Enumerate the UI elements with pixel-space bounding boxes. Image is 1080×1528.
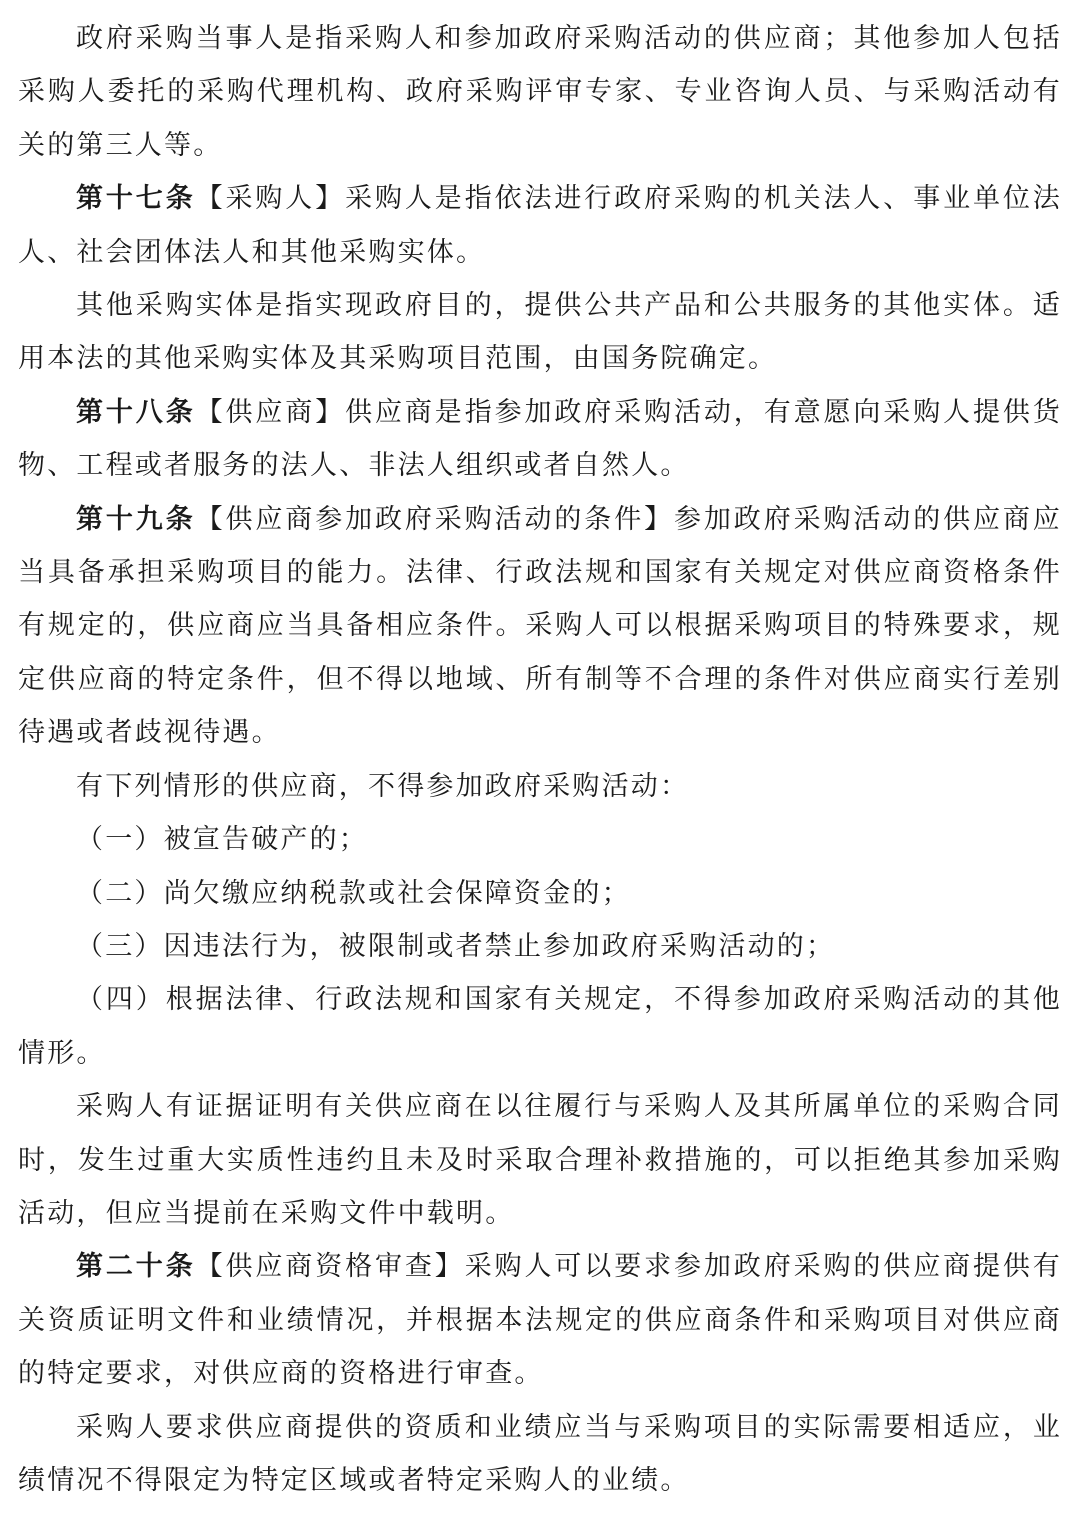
paragraph-refusal: [18, 1080, 1062, 1240]
article-text: 【供应商资格审查】采购人可以要求参加政府采购的供应商提供有关资质证明文件和业绩情况，并根据本法规定的供应商条件和采购项目对供应商的特定要求，对供应商的资格进行审查。: [18, 1251, 1062, 1390]
list-item-2: [18, 867, 1062, 920]
list-item-3: [18, 920, 1062, 973]
article-20: [18, 1240, 1062, 1400]
paragraph-text: 其他采购实体是指实现政府目的，提供公共产品和公共服务的其他实体。适用本法的其他采购实体及其采购项目范围，由国务院确定。: [18, 290, 1062, 375]
article-19: [18, 493, 1062, 760]
paragraph-text: 采购人要求供应商提供的资质和业绩应当与采购项目的实际需要相适应，业绩情况不得限定为特定区域或者特定采购人的业绩。: [18, 1411, 1062, 1496]
paragraph-exclusions-intro: [18, 760, 1062, 813]
article-text: 【供应商参加政府采购活动的条件】参加政府采购活动的供应商应当具备承担采购项目的能力。法律、行政法规和国家有关规定对供应商资格条件有规定的，供应商应当具备相应条件。采购人可以根据采购项目的特殊要求，规定供应商的特定条件，但不得以地域、所有制等不合理的条件对供应商实行差别待遇或者歧视待遇。: [18, 503, 1062, 749]
article-number: 第十七条: [76, 183, 196, 215]
article-number: 第二十条: [76, 1251, 196, 1283]
article-18: [18, 386, 1062, 493]
paragraph-parties: [18, 12, 1062, 172]
list-item-text: （二）尚欠缴应纳税款或社会保障资金的；: [76, 877, 631, 909]
article-number: 第十八条: [76, 396, 196, 428]
list-item-1: [18, 813, 1062, 866]
list-item-4: [18, 973, 1062, 1080]
paragraph-text: 采购人有证据证明有关供应商在以往履行与采购人及其所属单位的采购合同时，发生过重大实质性违约且未及时采取合理补救措施的，可以拒绝其参加采购活动，但应当提前在采购文件中载明。: [18, 1091, 1062, 1229]
article-number: 第十九条: [76, 503, 196, 535]
list-item-text: （四）根据法律、行政法规和国家有关规定，不得参加政府采购活动的其他情形。: [18, 984, 1062, 1069]
list-item-text: （三）因违法行为，被限制或者禁止参加政府采购活动的；: [76, 930, 836, 962]
paragraph-text: 政府采购当事人是指采购人和参加政府采购活动的供应商；其他参加人包括采购人委托的采购代理机构、政府采购评审专家、专业咨询人员、与采购活动有关的第三人等。: [18, 23, 1062, 161]
paragraph-text: 有下列情形的供应商，不得参加政府采购活动：: [76, 770, 690, 802]
paragraph-other-entities: [18, 279, 1062, 386]
article-text: 【采购人】采购人是指依法进行政府采购的机关法人、事业单位法人、社会团体法人和其他采购实体。: [18, 183, 1062, 268]
list-item-text: （一）被宣告破产的；: [76, 824, 368, 856]
paragraph-qualification-requirements: [18, 1401, 1062, 1508]
article-text: 【供应商】供应商是指参加政府采购活动，有意愿向采购人提供货物、工程或者服务的法人、非法人组织或者自然人。: [18, 396, 1062, 482]
article-17: [18, 172, 1062, 279]
